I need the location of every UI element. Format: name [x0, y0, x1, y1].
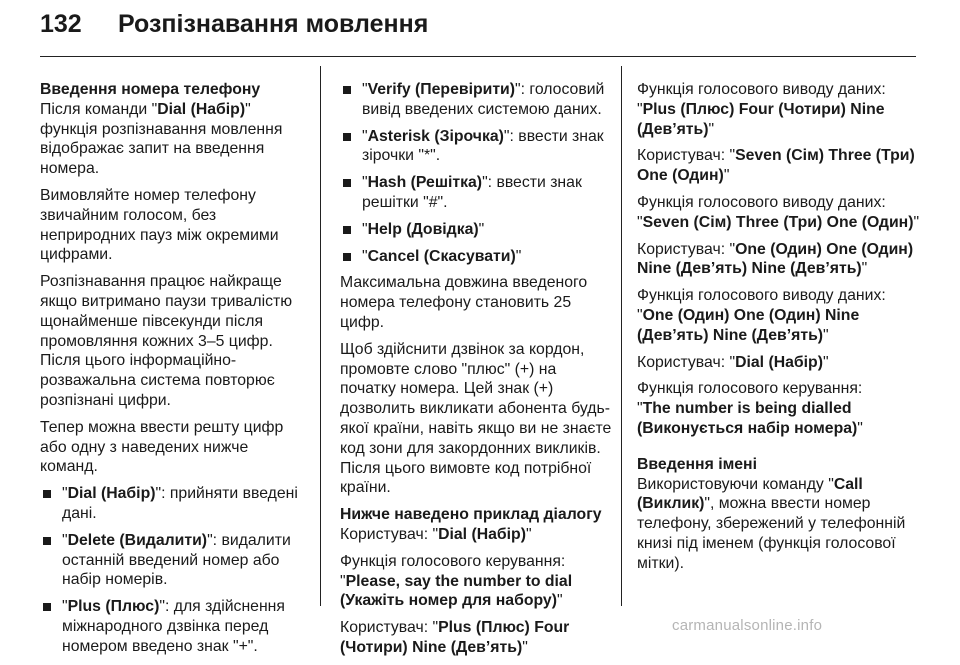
bullet-icon [343, 253, 351, 261]
paragraph-rest: Тепер можна ввести решту цифр або одну з наведених нижче команд. [40, 418, 284, 476]
column-2 [340, 80, 612, 665]
bullet-icon [343, 133, 351, 141]
bullet-item: "Hash (Решітка)": ввести знак решітки "#". [340, 173, 612, 213]
paragraph-name-entry: Використовуючи команду "Call (Виклик)", можна ввести номер телефону, збережений у телефонній книзі під іменем (функція голосової мітки). [637, 475, 906, 572]
paragraph-pauses: Розпізнавання працює найкраще якщо витримано паузи тривалістю щонайменше півсекунди після промовляння кожних 3–5 цифр. Після цього інформаційно-розважальна система повторює розпізнані цифри. [40, 273, 293, 409]
bullet-item: "Dial (Набір)": прийняти введені дані. [40, 484, 310, 524]
dialog-user-2: Користувач: "Plus (Плюс) Four (Чотири) Nine (Дев’ять)" [340, 619, 570, 656]
page-number: 132 [40, 10, 82, 38]
dialog-user-1: Користувач: "Dial (Набір)" [340, 525, 532, 543]
bullet-icon [343, 86, 351, 94]
paragraph-max-length: Максимальна довжина введеного номера телефону становить 25 цифр. [340, 274, 588, 331]
paragraph-speak: Вимовляйте номер телефону звичайним голосом, без неприродних пауз між окремими цифрами. [40, 186, 279, 264]
section-heading-phone: Введення номера телефону [40, 81, 261, 98]
paragraph-international: Щоб здійснити дзвінок за кордон, промовте слово "плюс" (+) на початку номера. Цей знак (+) дозволить викликати абонента будь-якої країни, навіть якщо ви не знаєте код зони для закордонних викликів. Після цього вимовте код потрібної країни. [340, 340, 612, 497]
dialog-system-1: Функція голосового керування: "Please, say the number to dial (Укажіть номер для набору)" [340, 552, 573, 610]
bullet-item: "Verify (Перевірити)": голосовий вивід введених системою даних. [340, 80, 612, 120]
section-heading-name: Введення імені [637, 455, 757, 473]
dialog-control-1: Функція голосового керування: "The number is being dialled (Виконується набір номера)" [637, 380, 863, 437]
column-1 [40, 80, 310, 664]
bullet-item: "Delete (Видалити)": видалити останній введений номер або набір номерів. [40, 531, 310, 590]
dialog-user-4: Користувач: "One (Один) One (Один) Nine (Дев’ять) Nine (Дев’ять)" [637, 240, 914, 278]
paragraph-intro: Після команди "Dial (Набір)" функція розпізнавання мовлення відображає запит на введення номера. [40, 100, 283, 178]
bullet-icon [343, 179, 351, 187]
bullet-icon [43, 537, 51, 545]
dialog-output-2: Функція голосового виводу даних: "Seven (Сім) Three (Три) One (Один)" [637, 193, 920, 231]
column-divider-1 [320, 66, 321, 606]
bullet-icon [343, 226, 351, 234]
bullet-item: "Cancel (Скасувати)" [340, 247, 612, 267]
bullet-item: "Help (Довідка)" [340, 220, 612, 240]
bullet-icon [43, 490, 51, 498]
dialog-output-1: Функція голосового виводу даних: "Plus (Плюс) Four (Чотири) Nine (Дев’ять)" [637, 81, 886, 138]
dialog-user-5: Користувач: "Dial (Набір)" [637, 353, 829, 371]
page-title: Розпізнавання мовлення [118, 10, 429, 38]
bullet-icon [43, 603, 51, 611]
watermark: carmanualsonline.info [672, 617, 823, 634]
column-3 [637, 80, 927, 581]
header-rule [40, 56, 916, 57]
example-heading: Нижче наведено приклад діалогу [340, 506, 602, 524]
page-header [0, 0, 960, 44]
dialog-user-3: Користувач: "Seven (Сім) Three (Три) One (Один)" [637, 147, 915, 185]
bullet-item: "Asterisk (Зірочка)": ввести знак зірочки "*". [340, 127, 612, 167]
column-divider-2 [621, 66, 622, 606]
bullet-item: "Plus (Плюс)": для здійснення міжнародного дзвінка перед номером введено знак "+". [40, 597, 310, 656]
dialog-output-3: Функція голосового виводу даних: "One (Один) One (Один) Nine (Дев’ять) Nine (Дев’ять)" [637, 287, 886, 344]
